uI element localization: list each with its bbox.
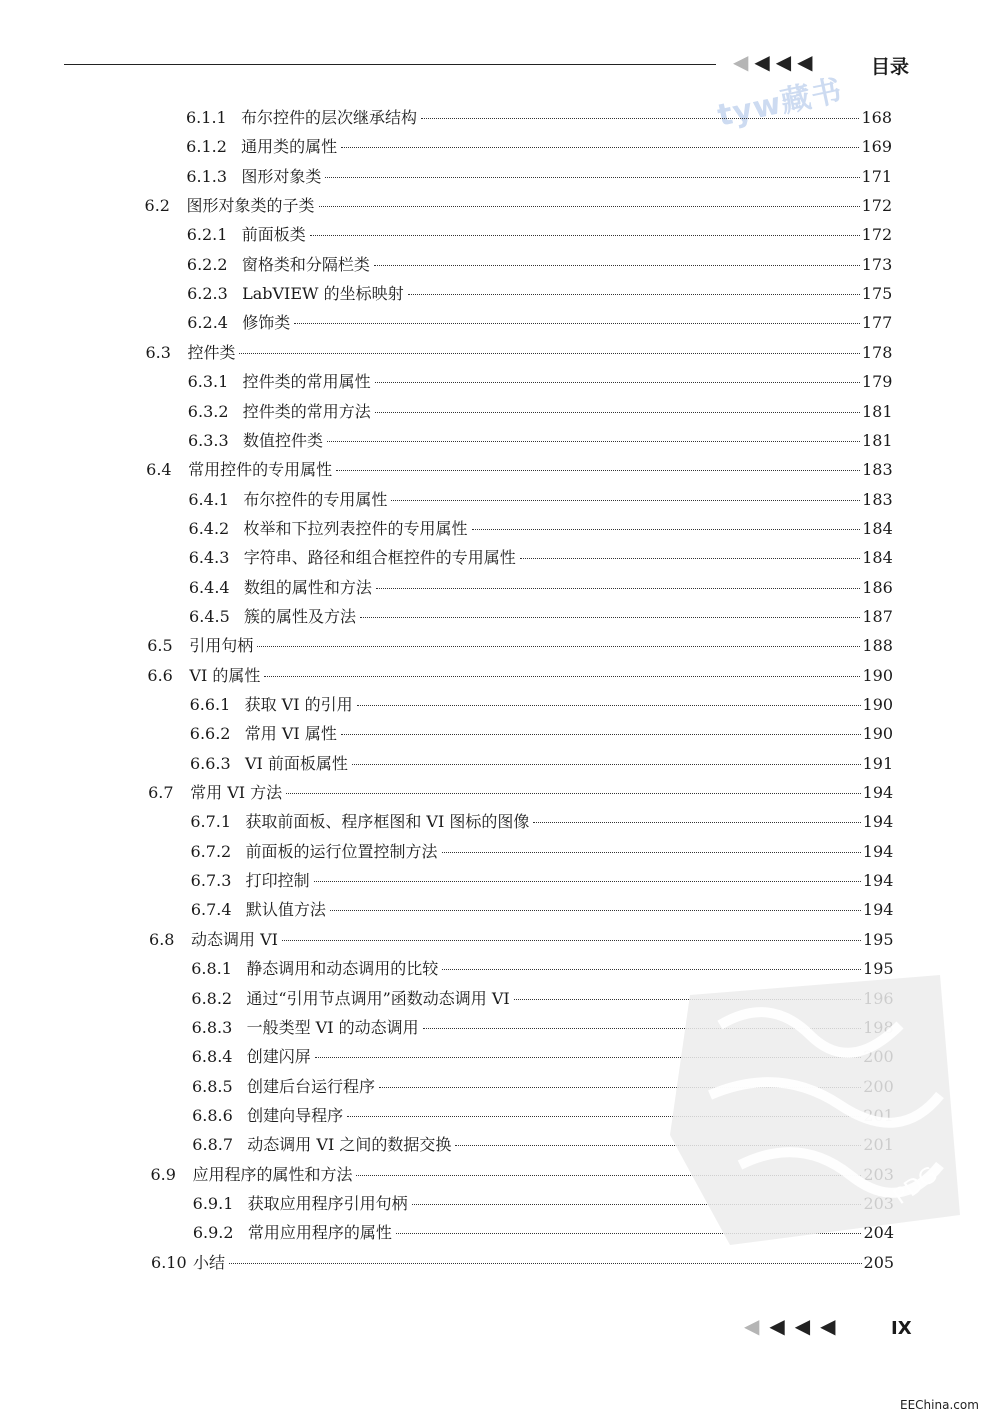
toc-entry-title: 数值控件类 xyxy=(242,430,323,450)
toc-dot-leader xyxy=(533,822,860,823)
toc-dot-leader xyxy=(341,147,859,148)
toc-dot-leader xyxy=(375,382,860,383)
toc-entry-page: 181 xyxy=(861,401,893,421)
toc-entry-title: 一般类型 VI 的动态调用 xyxy=(246,1017,419,1037)
toc-entry-title: 常用应用程序的属性 xyxy=(247,1223,392,1243)
toc-entry-page: 194 xyxy=(862,841,894,861)
toc-entry-page: 187 xyxy=(862,606,893,626)
toc-entry-number: 6.8.5 xyxy=(191,1076,233,1096)
toc-entry-title: 窗格类和分隔栏类 xyxy=(241,254,370,274)
toc-entry xyxy=(187,222,892,248)
toc-entry-title: VI 前面板属性 xyxy=(244,753,348,773)
toc-entry-title: LabVIEW 的坐标映射 xyxy=(242,284,404,304)
toc-entry-number: 6.7.4 xyxy=(190,900,232,920)
toc-entry xyxy=(147,633,893,659)
toc-entry xyxy=(146,457,892,483)
toc-entry-title: 获取前面板、程序框图和 VI 图标的图像 xyxy=(245,812,530,832)
toc-entry-page: 194 xyxy=(862,812,894,832)
toc-entry-title: 获取 VI 的引用 xyxy=(244,695,353,714)
toc-entry-number: 6.2.4 xyxy=(187,313,228,333)
toc-entry-number: 6.9 xyxy=(150,1164,176,1184)
toc-entry-title: 数组的属性和方法 xyxy=(243,577,372,597)
toc-entry-title: 修饰类 xyxy=(242,313,291,333)
left-arrow-icon: ◀ xyxy=(794,1314,811,1338)
toc-dot-leader xyxy=(472,529,861,530)
toc-entry-number: 6.8.7 xyxy=(192,1135,234,1155)
toc-entry-number: 6.3 xyxy=(145,342,171,362)
toc-entry-page: 195 xyxy=(862,929,894,949)
toc-entry xyxy=(188,369,893,395)
toc-entry-page: 190 xyxy=(862,724,894,744)
toc-dot-leader xyxy=(374,265,860,266)
toc-entry xyxy=(186,105,892,131)
toc-entry xyxy=(187,281,892,307)
toc-entry-number: 6.9.2 xyxy=(192,1223,234,1243)
left-arrow-icon: ◀ xyxy=(769,1314,785,1338)
toc-dot-leader xyxy=(376,588,860,589)
footer-site-label: EEChina.com xyxy=(900,1398,979,1412)
toc-entry-page: 169 xyxy=(861,137,893,157)
toc-entry-page: 205 xyxy=(863,1252,895,1272)
toc-entry xyxy=(188,428,893,454)
left-arrow-icon: ◀ xyxy=(797,50,813,74)
toc-entry-number: 6.1.2 xyxy=(186,137,227,157)
toc-entry-page: 194 xyxy=(862,783,894,803)
toc-entry-page: 191 xyxy=(862,753,894,773)
toc-entry-page: 195 xyxy=(863,959,894,979)
toc-entry-title: 常用控件的专用属性 xyxy=(188,460,333,480)
toc-entry-page: 168 xyxy=(861,108,892,127)
toc-entry-title: 静态调用和动态调用的比较 xyxy=(246,959,439,979)
toc-entry-title: 图形对象类的子类 xyxy=(186,196,315,216)
left-arrow-icon: ◀ xyxy=(754,50,770,74)
toc-entry-title: 控件类的常用方法 xyxy=(242,401,371,421)
toc-entry-number: 6.4 xyxy=(146,460,172,480)
toc-entry xyxy=(187,252,892,278)
toc-entry xyxy=(189,545,893,571)
toc-dot-leader xyxy=(325,177,859,178)
toc-entry xyxy=(189,604,893,630)
toc-dot-leader xyxy=(327,441,860,442)
toc-dot-leader xyxy=(421,118,859,119)
toc-entry xyxy=(190,809,893,835)
toc-entry-number: 6.2 xyxy=(144,196,170,216)
toc-entry-number: 6.8.2 xyxy=(191,988,233,1008)
toc-entry-page: 190 xyxy=(862,695,894,714)
toc-entry-page: 173 xyxy=(861,254,893,274)
toc-entry-number: 6.1.1 xyxy=(186,108,227,127)
toc-entry xyxy=(148,780,893,806)
toc-entry-number: 6.10 xyxy=(151,1252,187,1272)
toc-entry-number: 6.4.1 xyxy=(188,489,230,509)
toc-entry-title: 动态调用 VI xyxy=(191,929,278,949)
toc-entry-title: 动态调用 VI 之间的数据交换 xyxy=(247,1135,452,1155)
toc-entry-title: 创建闪屏 xyxy=(246,1047,311,1067)
toc-entry-page: 190 xyxy=(862,665,893,685)
left-arrow-icon: ◀ xyxy=(775,50,792,74)
toc-entry-number: 6.6.1 xyxy=(189,695,231,714)
toc-entry-number: 6.4.2 xyxy=(188,518,230,538)
toc-dot-leader xyxy=(257,646,860,647)
left-arrow-icon: ◀ xyxy=(820,1314,836,1338)
toc-dot-leader xyxy=(352,764,861,765)
toc-entry xyxy=(191,839,894,865)
toc-entry xyxy=(188,487,892,513)
toc-entry-number: 6.3.1 xyxy=(187,372,229,392)
toc-entry-title: 字符串、路径和组合框控件的专用属性 xyxy=(243,548,516,568)
toc-entry-page: 194 xyxy=(862,900,894,920)
toc-entry-page: 172 xyxy=(861,225,893,245)
toc-entry-page: 183 xyxy=(862,460,893,480)
toc-entry-title: 控件类 xyxy=(187,342,236,362)
toc-entry-title: 簇的属性及方法 xyxy=(244,606,357,626)
toc-dot-leader xyxy=(314,881,861,882)
toc-entry-title: 通用类的属性 xyxy=(241,137,338,157)
toc-entry-page: 175 xyxy=(861,284,893,304)
toc-entry xyxy=(149,927,893,953)
toc-entry-number: 6.2.1 xyxy=(186,225,228,245)
toc-entry-number: 6.4.3 xyxy=(188,548,230,568)
toc-dot-leader xyxy=(442,852,861,853)
seal-stamp-icon xyxy=(650,955,970,1255)
toc-entry xyxy=(145,193,893,219)
toc-entry-title: 枚举和下拉列表控件的专用属性 xyxy=(243,518,468,538)
toc-entry-page: 194 xyxy=(862,871,894,891)
toc-dot-leader xyxy=(391,500,860,501)
toc-entry xyxy=(186,134,892,160)
toc-entry-number: 6.6 xyxy=(147,665,173,685)
toc-entry-title: 常用 VI 方法 xyxy=(190,783,283,803)
footer-arrows xyxy=(744,1316,836,1336)
toc-entry-page: 179 xyxy=(861,372,893,392)
toc-dot-leader xyxy=(319,206,860,207)
toc-entry-page: 181 xyxy=(862,430,893,450)
header-rule xyxy=(64,64,716,65)
toc-dot-leader xyxy=(282,940,861,941)
toc-entry xyxy=(189,516,893,542)
toc-entry-title: 常用 VI 属性 xyxy=(244,724,337,744)
toc-entry-number: 6.8 xyxy=(149,929,175,949)
toc-entry-title: 布尔控件的层次继承结构 xyxy=(241,108,418,127)
toc-entry xyxy=(189,575,893,601)
toc-entry-number: 6.4.4 xyxy=(188,577,230,597)
toc-dot-leader xyxy=(310,235,860,236)
toc-dot-leader xyxy=(408,294,860,295)
toc-entry xyxy=(191,868,894,894)
toc-dot-leader xyxy=(336,470,860,471)
toc-entry-number: 6.3.3 xyxy=(187,430,229,450)
toc-entry xyxy=(190,721,893,747)
toc-entry xyxy=(191,897,894,923)
toc-entry-number: 6.7.3 xyxy=(190,871,232,891)
toc-entry-title: VI 的属性 xyxy=(189,665,261,685)
toc-entry-title: 小结 xyxy=(193,1252,226,1272)
toc-entry xyxy=(187,310,892,336)
toc-entry-number: 6.8.3 xyxy=(191,1017,233,1037)
toc-entry-title: 控件类的常用属性 xyxy=(242,372,371,392)
page-title: 目录 xyxy=(871,56,910,78)
toc-entry-number: 6.7 xyxy=(148,783,174,803)
toc-entry-page: 183 xyxy=(862,489,893,509)
toc-entry-number: 6.5 xyxy=(147,636,173,656)
toc-entry-number: 6.2.3 xyxy=(187,284,228,304)
toc-entry-number: 6.9.1 xyxy=(192,1193,234,1213)
toc-dot-leader xyxy=(360,617,860,618)
toc-entry xyxy=(145,340,892,366)
toc-dot-leader xyxy=(520,558,861,559)
toc-dot-leader xyxy=(239,353,859,354)
left-arrow-icon: ◀ xyxy=(733,50,749,74)
toc-entry-number: 6.6.3 xyxy=(189,753,231,773)
svg-text:PDG: PDG xyxy=(889,1162,943,1210)
toc-dot-leader xyxy=(357,705,861,706)
toc-entry-title: 前面板类 xyxy=(241,225,306,245)
toc-entry-number: 6.8.6 xyxy=(192,1105,233,1125)
toc-dot-leader xyxy=(286,793,860,794)
page-number: IX xyxy=(891,1318,912,1339)
toc-entry-page: 186 xyxy=(862,577,893,597)
toc-entry-page: 177 xyxy=(861,313,893,333)
toc-entry-title: 布尔控件的专用属性 xyxy=(243,489,388,509)
toc-entry-title: 引用句柄 xyxy=(189,636,254,656)
toc-entry-number: 6.3.2 xyxy=(187,401,229,421)
toc-entry-number: 6.4.5 xyxy=(189,606,230,626)
toc-entry-number: 6.8.4 xyxy=(191,1047,233,1067)
toc-dot-leader xyxy=(330,910,861,911)
toc-entry xyxy=(190,692,893,718)
toc-dot-leader xyxy=(264,676,860,677)
toc-entry xyxy=(186,164,892,190)
toc-entry-number: 6.6.2 xyxy=(189,724,231,744)
toc-entry-page: 184 xyxy=(862,548,893,568)
toc-entry xyxy=(190,751,893,777)
toc-entry-page: 184 xyxy=(862,518,893,538)
toc-entry-title: 创建后台运行程序 xyxy=(246,1076,375,1096)
toc-dot-leader xyxy=(294,323,860,324)
toc-entry-title: 前面板的运行位置控制方法 xyxy=(245,841,438,861)
toc-entry xyxy=(188,399,893,425)
toc-entry-number: 6.7.1 xyxy=(190,812,232,832)
toc-entry-title: 打印控制 xyxy=(245,871,310,891)
toc-entry-page: 178 xyxy=(861,342,893,362)
toc-entry-number: 6.8.1 xyxy=(191,959,232,979)
toc-dot-leader xyxy=(341,734,861,735)
header-arrows xyxy=(733,52,813,72)
toc-entry-title: 默认值方法 xyxy=(245,900,326,920)
toc-entry-title: 获取应用程序引用句柄 xyxy=(247,1193,408,1213)
toc-entry-title: 通过“引用节点调用”函数动态调用 VI xyxy=(246,988,510,1008)
toc-entry-title: 创建向导程序 xyxy=(247,1105,344,1125)
toc-entry-number: 6.1.3 xyxy=(186,166,228,186)
toc-entry-page: 204 xyxy=(863,1223,895,1243)
toc-entry-title: 应用程序的属性和方法 xyxy=(192,1164,353,1184)
toc-entry-title: 图形对象类 xyxy=(241,166,322,186)
toc-dot-leader xyxy=(375,412,860,413)
watermark-text: tyw藏书 xyxy=(714,73,846,134)
toc-entry-number: 6.7.2 xyxy=(190,841,232,861)
toc-entry-page: 171 xyxy=(861,166,893,186)
toc-entry-page: 188 xyxy=(862,636,893,656)
toc-dot-leader xyxy=(229,1263,862,1264)
toc-entry-number: 6.2.2 xyxy=(186,254,228,274)
toc-entry xyxy=(147,663,893,689)
left-arrow-icon: ◀ xyxy=(744,1314,760,1338)
toc-entry-page: 172 xyxy=(861,196,893,216)
